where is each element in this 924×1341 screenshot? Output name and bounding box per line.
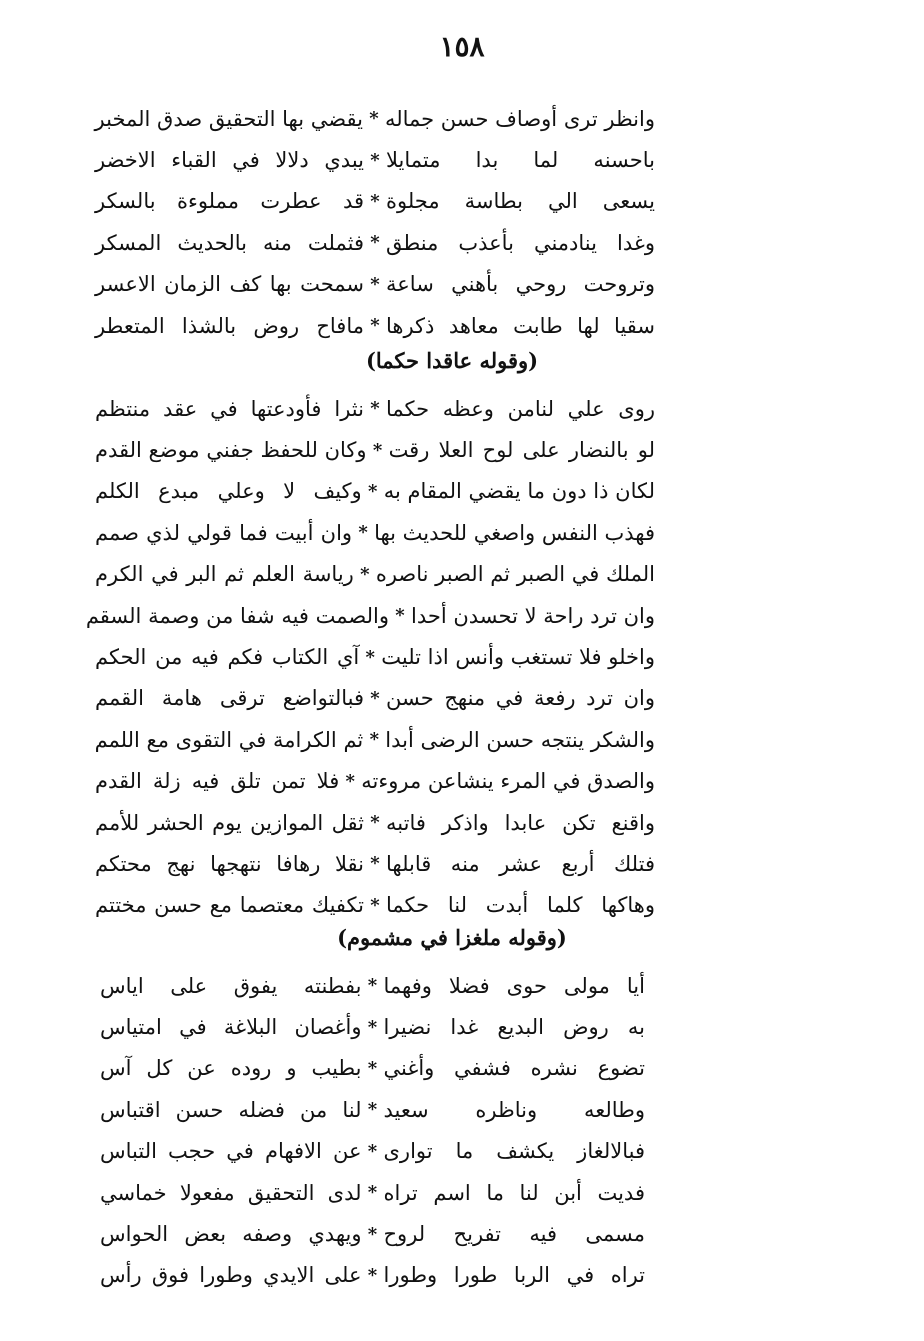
verse-first-hemistich: باحسنه لما بدا متمايلا bbox=[386, 148, 655, 173]
verse-first-hemistich: والصدق في المرء ينشاعن مروءته bbox=[361, 769, 655, 794]
verse-line bbox=[85, 595, 655, 636]
verse-separator: * bbox=[367, 1223, 378, 1245]
verse-line bbox=[100, 965, 645, 1006]
verse-separator: * bbox=[370, 232, 380, 254]
verse-second-hemistich: مافاح روض بالشذا المتعطر bbox=[95, 313, 364, 338]
verse-first-hemistich: فبالالغاز يكشف ما توارى bbox=[383, 1139, 645, 1164]
verse-separator: * bbox=[367, 1264, 378, 1286]
verse-line bbox=[95, 139, 655, 180]
verse-line bbox=[100, 1131, 645, 1172]
verse-separator: * bbox=[370, 853, 380, 875]
verse-second-hemistich: يقضي بها التحقيق صدق المخبر bbox=[94, 106, 363, 131]
verse-separator: * bbox=[367, 1140, 378, 1162]
verse-second-hemistich: لدى التحقيق مفعولا خماسي bbox=[100, 1180, 362, 1205]
verse-first-hemistich: وتروحت روحي بأهني ساعة bbox=[386, 272, 655, 297]
verse-line bbox=[95, 885, 655, 926]
verse-second-hemistich: وكيف لا وعلي مبدع الكلم bbox=[95, 479, 362, 504]
verse-separator: * bbox=[367, 1016, 378, 1038]
verse-line bbox=[95, 429, 655, 470]
verse-separator: * bbox=[370, 273, 380, 295]
poem-section-2 bbox=[85, 388, 655, 926]
page-number: ١٥٨ bbox=[439, 30, 485, 63]
verse-first-hemistich: وانظر ترى أوصاف حسن جماله bbox=[384, 106, 655, 131]
verse-second-hemistich: لنا من فضله حسن اقتباس bbox=[100, 1097, 362, 1122]
verse-second-hemistich: رياسة العلم ثم البر في الكرم bbox=[95, 562, 354, 587]
section-heading-1: (وقوله عاقدا حكما) bbox=[365, 348, 539, 373]
verse-second-hemistich: بفطنته يفوق على اياس bbox=[100, 973, 362, 998]
verse-separator: * bbox=[358, 522, 368, 544]
verse-separator: * bbox=[360, 563, 370, 585]
verse-second-hemistich: بطيب و روده عن كل آس bbox=[100, 1056, 362, 1081]
verse-line bbox=[95, 761, 655, 802]
verse-separator: * bbox=[370, 315, 380, 337]
verse-second-hemistich: فبالتواضع ترقى هامة القمم bbox=[95, 686, 364, 711]
verse-separator: * bbox=[372, 439, 383, 461]
verse-first-hemistich: روى علي لنامن وعظه حكما bbox=[386, 396, 655, 421]
verse-line bbox=[95, 719, 655, 760]
verse-second-hemistich: والصمت فيه شفا من وصمة السقم bbox=[85, 603, 389, 628]
verse-first-hemistich: الملك في الصبر ثم الصبر ناصره bbox=[375, 562, 655, 587]
verse-first-hemistich: لو بالنضار على لوح العلا رقت bbox=[388, 438, 655, 463]
verse-line bbox=[95, 222, 655, 263]
verse-line bbox=[95, 678, 655, 719]
verse-second-hemistich: على الايدي وطورا فوق رأس bbox=[100, 1263, 362, 1288]
verse-first-hemistich: فديت أبن لنا ما اسم تراه bbox=[383, 1180, 645, 1205]
section-heading-2: (وقوله ملغزا في مشموم) bbox=[337, 925, 567, 950]
verse-line bbox=[95, 98, 655, 139]
verse-separator: * bbox=[367, 975, 378, 997]
verse-first-hemistich: أيا مولى حوى فضلا وفهما bbox=[383, 973, 645, 998]
verse-first-hemistich: والشكر ينتجه حسن الرضى أبدا bbox=[385, 727, 655, 752]
verse-separator: * bbox=[367, 480, 378, 502]
verse-line bbox=[95, 554, 655, 595]
verse-second-hemistich: قد عطرت مملوءة بالسكر bbox=[95, 189, 364, 214]
verse-line bbox=[95, 843, 655, 884]
verse-first-hemistich: مسمى فيه تفريح لروح bbox=[383, 1222, 645, 1247]
verse-line bbox=[95, 181, 655, 222]
verse-separator: * bbox=[367, 1182, 378, 1204]
verse-separator: * bbox=[367, 1099, 378, 1121]
verse-first-hemistich: فتلك أربع عشر منه قابلها bbox=[386, 851, 655, 876]
verse-second-hemistich: سمحت بها كف الزمان الاعسر bbox=[95, 272, 364, 297]
verse-line bbox=[100, 1255, 645, 1296]
verse-second-hemistich: ثقل الموازين يوم الحشر للأمم bbox=[95, 810, 364, 835]
verse-first-hemistich: لكان ذا دون ما يقضي المقام به bbox=[383, 479, 655, 504]
verse-separator: * bbox=[370, 398, 380, 420]
verse-first-hemistich: تراه في الربا طورا وطورا bbox=[383, 1263, 645, 1288]
verse-separator: * bbox=[370, 149, 380, 171]
verse-line bbox=[100, 1213, 645, 1254]
verse-separator: * bbox=[370, 894, 380, 916]
verse-second-hemistich: ثم الكرامة في التقوى مع اللمم bbox=[94, 727, 364, 752]
verse-line bbox=[95, 264, 655, 305]
verse-line bbox=[95, 802, 655, 843]
verse-separator: * bbox=[345, 770, 355, 792]
verse-line bbox=[95, 305, 655, 346]
verse-separator: * bbox=[369, 729, 379, 751]
verse-line bbox=[95, 471, 655, 512]
verse-second-hemistich: فلا تمن تلق فيه زلة القدم bbox=[95, 769, 340, 794]
verse-line bbox=[95, 636, 655, 677]
verse-first-hemistich: سقيا لها طابت معاهد ذكرها bbox=[386, 313, 655, 338]
verse-line bbox=[100, 1089, 645, 1130]
verse-line bbox=[100, 1172, 645, 1213]
verse-separator: * bbox=[365, 646, 375, 668]
verse-separator: * bbox=[370, 687, 380, 709]
verse-first-hemistich: يسعى الي بطاسة مجلوة bbox=[386, 189, 655, 214]
verse-first-hemistich: تضوع نشره فشفي وأغني bbox=[383, 1056, 645, 1081]
verse-first-hemistich: وهاكها كلما أبدت لنا حكما bbox=[386, 893, 655, 918]
verse-separator: * bbox=[370, 812, 380, 834]
verse-second-hemistich: عن الافهام في حجب التباس bbox=[100, 1139, 362, 1164]
verse-line bbox=[100, 1006, 645, 1047]
verse-first-hemistich: واخلو فلا تستغب وأنس اذا تليت bbox=[381, 645, 655, 670]
verse-second-hemistich: وكان للحفظ جفني موضع القدم bbox=[95, 438, 367, 463]
verse-second-hemistich: يبدي دلالا في القباء الاخضر bbox=[95, 148, 364, 173]
poem-section-1 bbox=[95, 98, 655, 346]
verse-line bbox=[95, 388, 655, 429]
verse-first-hemistich: وطالعه وناظره سعيد bbox=[383, 1097, 645, 1122]
verse-first-hemistich: وان ترد راحة لا تحسدن أحدا bbox=[410, 603, 655, 628]
verse-separator: * bbox=[369, 108, 379, 130]
verse-separator: * bbox=[395, 605, 405, 627]
verse-first-hemistich: واقنع تكن عابدا واذكر فاتبه bbox=[386, 810, 655, 835]
verse-separator: * bbox=[370, 190, 380, 212]
verse-second-hemistich: نثرا فأودعتها في عقد منتظم bbox=[95, 396, 364, 421]
verse-first-hemistich: وغدا ينادمني بأعذب منطق bbox=[386, 230, 655, 255]
verse-first-hemistich: فهذب النفس واصغي للحديث بها bbox=[374, 520, 655, 545]
verse-line bbox=[100, 1048, 645, 1089]
verse-second-hemistich: وان أبيت فما قولي لذي صمم bbox=[95, 520, 353, 545]
verse-second-hemistich: ويهدي وصفه بعض الحواس bbox=[100, 1222, 362, 1247]
verse-second-hemistich: تكفيك معتصما مع حسن مختتم bbox=[95, 893, 364, 918]
verse-second-hemistich: آي الكتاب فكم فيه من الحكم bbox=[95, 645, 360, 670]
verse-second-hemistich: نقلا رهافا نتهجها نهج محتكم bbox=[95, 851, 364, 876]
verse-second-hemistich: وأغصان البلاغة في امتياس bbox=[100, 1015, 362, 1040]
verse-second-hemistich: فثملت منه بالحديث المسكر bbox=[95, 230, 364, 255]
verse-first-hemistich: وان ترد رفعة في منهج حسن bbox=[386, 686, 655, 711]
verse-separator: * bbox=[367, 1057, 378, 1079]
verse-line bbox=[95, 512, 655, 553]
poem-section-3 bbox=[100, 965, 645, 1296]
verse-first-hemistich: به روض البديع غدا نضيرا bbox=[383, 1015, 645, 1040]
